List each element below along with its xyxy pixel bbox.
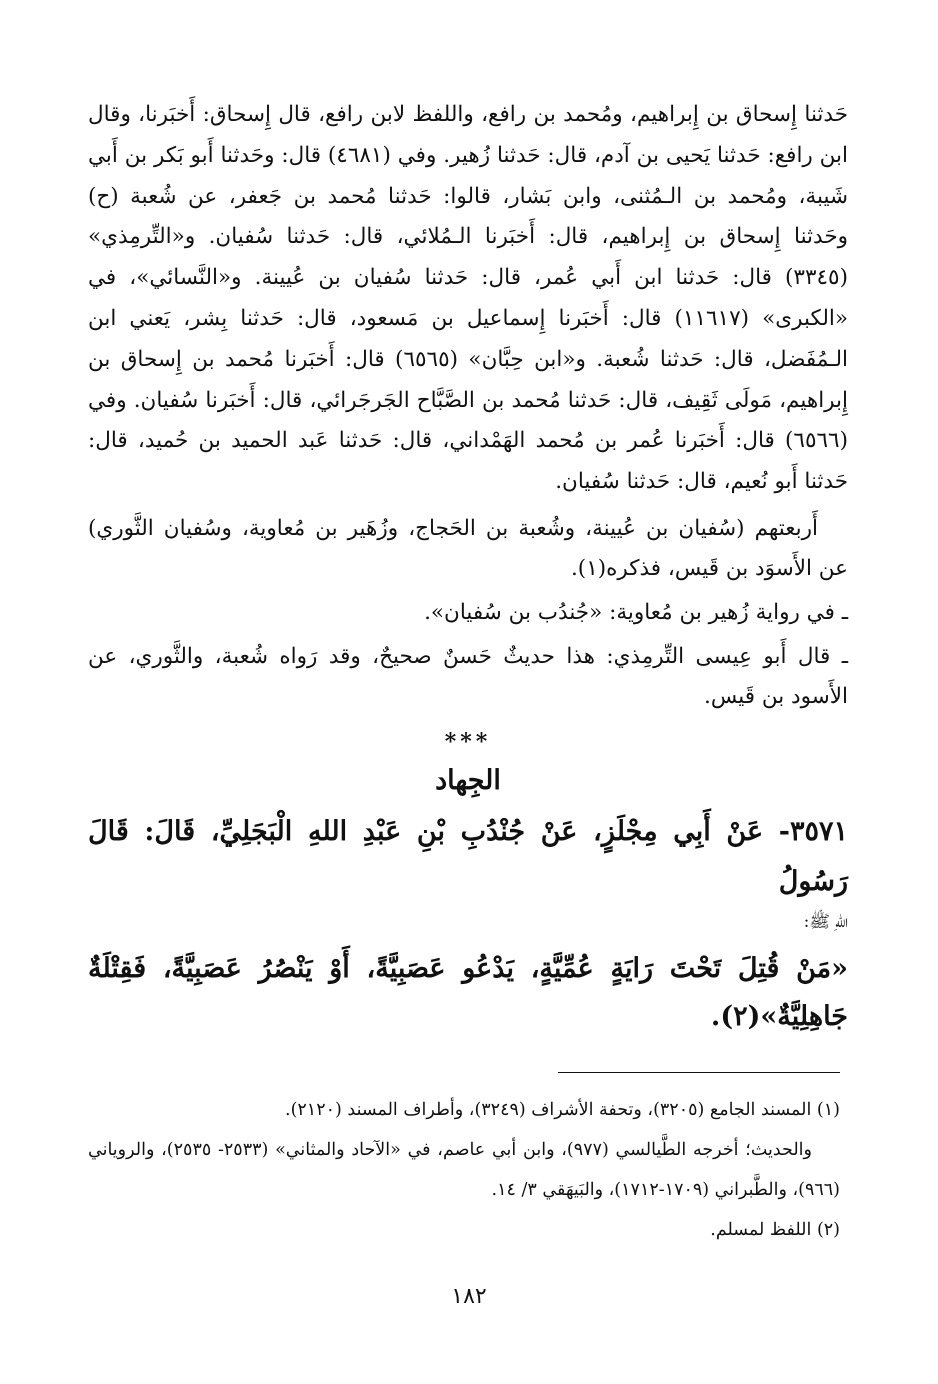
narration-note-2: ـ قال أَبو عِيسى التِّرمِذي: هذا حديثٌ حَسنٌ صحيحٌ، وقد رَواه شُعبة، والثَّوري، عن الأَسود بن قَيس. (88, 643, 848, 709)
hadith-intro-text: ٣٥٧١- عَنْ أَبِي مِجْلَزٍ، عَنْ جُنْدُبِ بْنِ عَبْدِ اللهِ الْبَجَلِيِّ، قَالَ: قَالَ رَسُولُ (88, 815, 848, 897)
footnote-2: (٢) اللفظ لمسلم. (710, 1220, 840, 1240)
page-number: ١٨٢ (451, 1284, 487, 1309)
narration-note-1: ـ في رواية زُهير بن مُعاوية: «جُندُب بن سُفيان». (424, 599, 848, 625)
section-title: الجِهاد (435, 764, 501, 796)
hadith-intro-end: اللهِ ﷺ: (803, 911, 848, 932)
isnad-chain-paragraph: حَدثنا إِسحاق بن إِبراهيم، ومُحمد بن رافع، واللفظ لابن رافع، قال إِسحاق: أَخبَرنا، وقال ابن رافع: حَدثنا يَحيى بن آدم، قال: حَدثنا زُهير. وفي (٤٦٨١) قال: وحَدثنا أَبو بَكر بن أَبي شَيبة، ومُحمد بن الـمُثنى، وابن بَشار، قالوا: حَدثنا مُحمد بن جَعفر، عن شُعبة (ح) وحَدثنا إِسحاق بن إِبراهيم، قال: أَخبَرنا الـمُلائي، قال: حَدثنا سُفيان. و«التِّرمِذي» (٣٣٤٥) قال: حَدثنا ابن أَبي عُمر، قال: حَدثنا سُفيان بن عُيينة. و«النَّسائي»، في «الكبرى» (١١٦١٧) قال: أَخبَرنا إِسماعيل بن مَسعود، قال: حَدثنا بِشر، يَعني ابن الـمُفَضل، قال: حَدثنا شُعبة. و«ابن حِبَّان» (٦٥٦٥) قال: أَخبَرنا مُحمد بن إِسحاق بن إِبراهيم، مَولَى ثَقِيف، قال: حَدثنا مُحمد بن الصَّبَّاح الجَرجَرائي، قال: أَخبَرنا سُفيان. وفي (٦٥٦٦) قال: أَخبَرنا عُمر بن مُحمد الهَمْداني، قال: حَدثنا عَبد الحميد بن حُميد، قال: حَدثنا أَبو نُعيم، قال: حَدثنا سُفيان. (88, 102, 849, 495)
page-body (88, 95, 848, 1041)
hadith-isnad (88, 807, 848, 907)
footnotes (88, 1090, 840, 1250)
footnote-divider (558, 1072, 840, 1073)
summary-paragraph: أَربعتهم (سُفيان بن عُيينة، وشُعبة بن الحَجاج، وزُهَير بن مُعاوية، وسُفيان الثَّوري) عن الأَسوَد بن قَيس، فذكره(١). (88, 515, 848, 581)
footnote-1-line-2: والحديث؛ أخرجه الطَّيالسي (٩٧٧)، وابن أبي عاصم، في «الآحاد والمثاني» (٢٥٣٣- ٢٥٣٥)، والروياني (٩٦٦)، والطَّبراني (١٧٠٩-١٧١٢)، والبَيهَقي ٣/ ١٤. (88, 1140, 840, 1200)
footnote-1-line-1: (١) المسند الجامع (٣٢٠٥)، وتحفة الأشراف (٣٢٤٩)، وأطراف المسند (٢١٢٠). (285, 1100, 840, 1120)
section-separator: *** (444, 728, 492, 755)
hadith-matn: «مَنْ قُتِلَ تَحْتَ رَايَةٍ عُمِّيَّةٍ، يَدْعُو عَصَبِيَّةً، أَوْ يَنْصُرُ عَصَبِيَّةً، فَقِتْلَةٌ جَاهِلِيَّةٌ»(٢). (88, 952, 848, 1032)
